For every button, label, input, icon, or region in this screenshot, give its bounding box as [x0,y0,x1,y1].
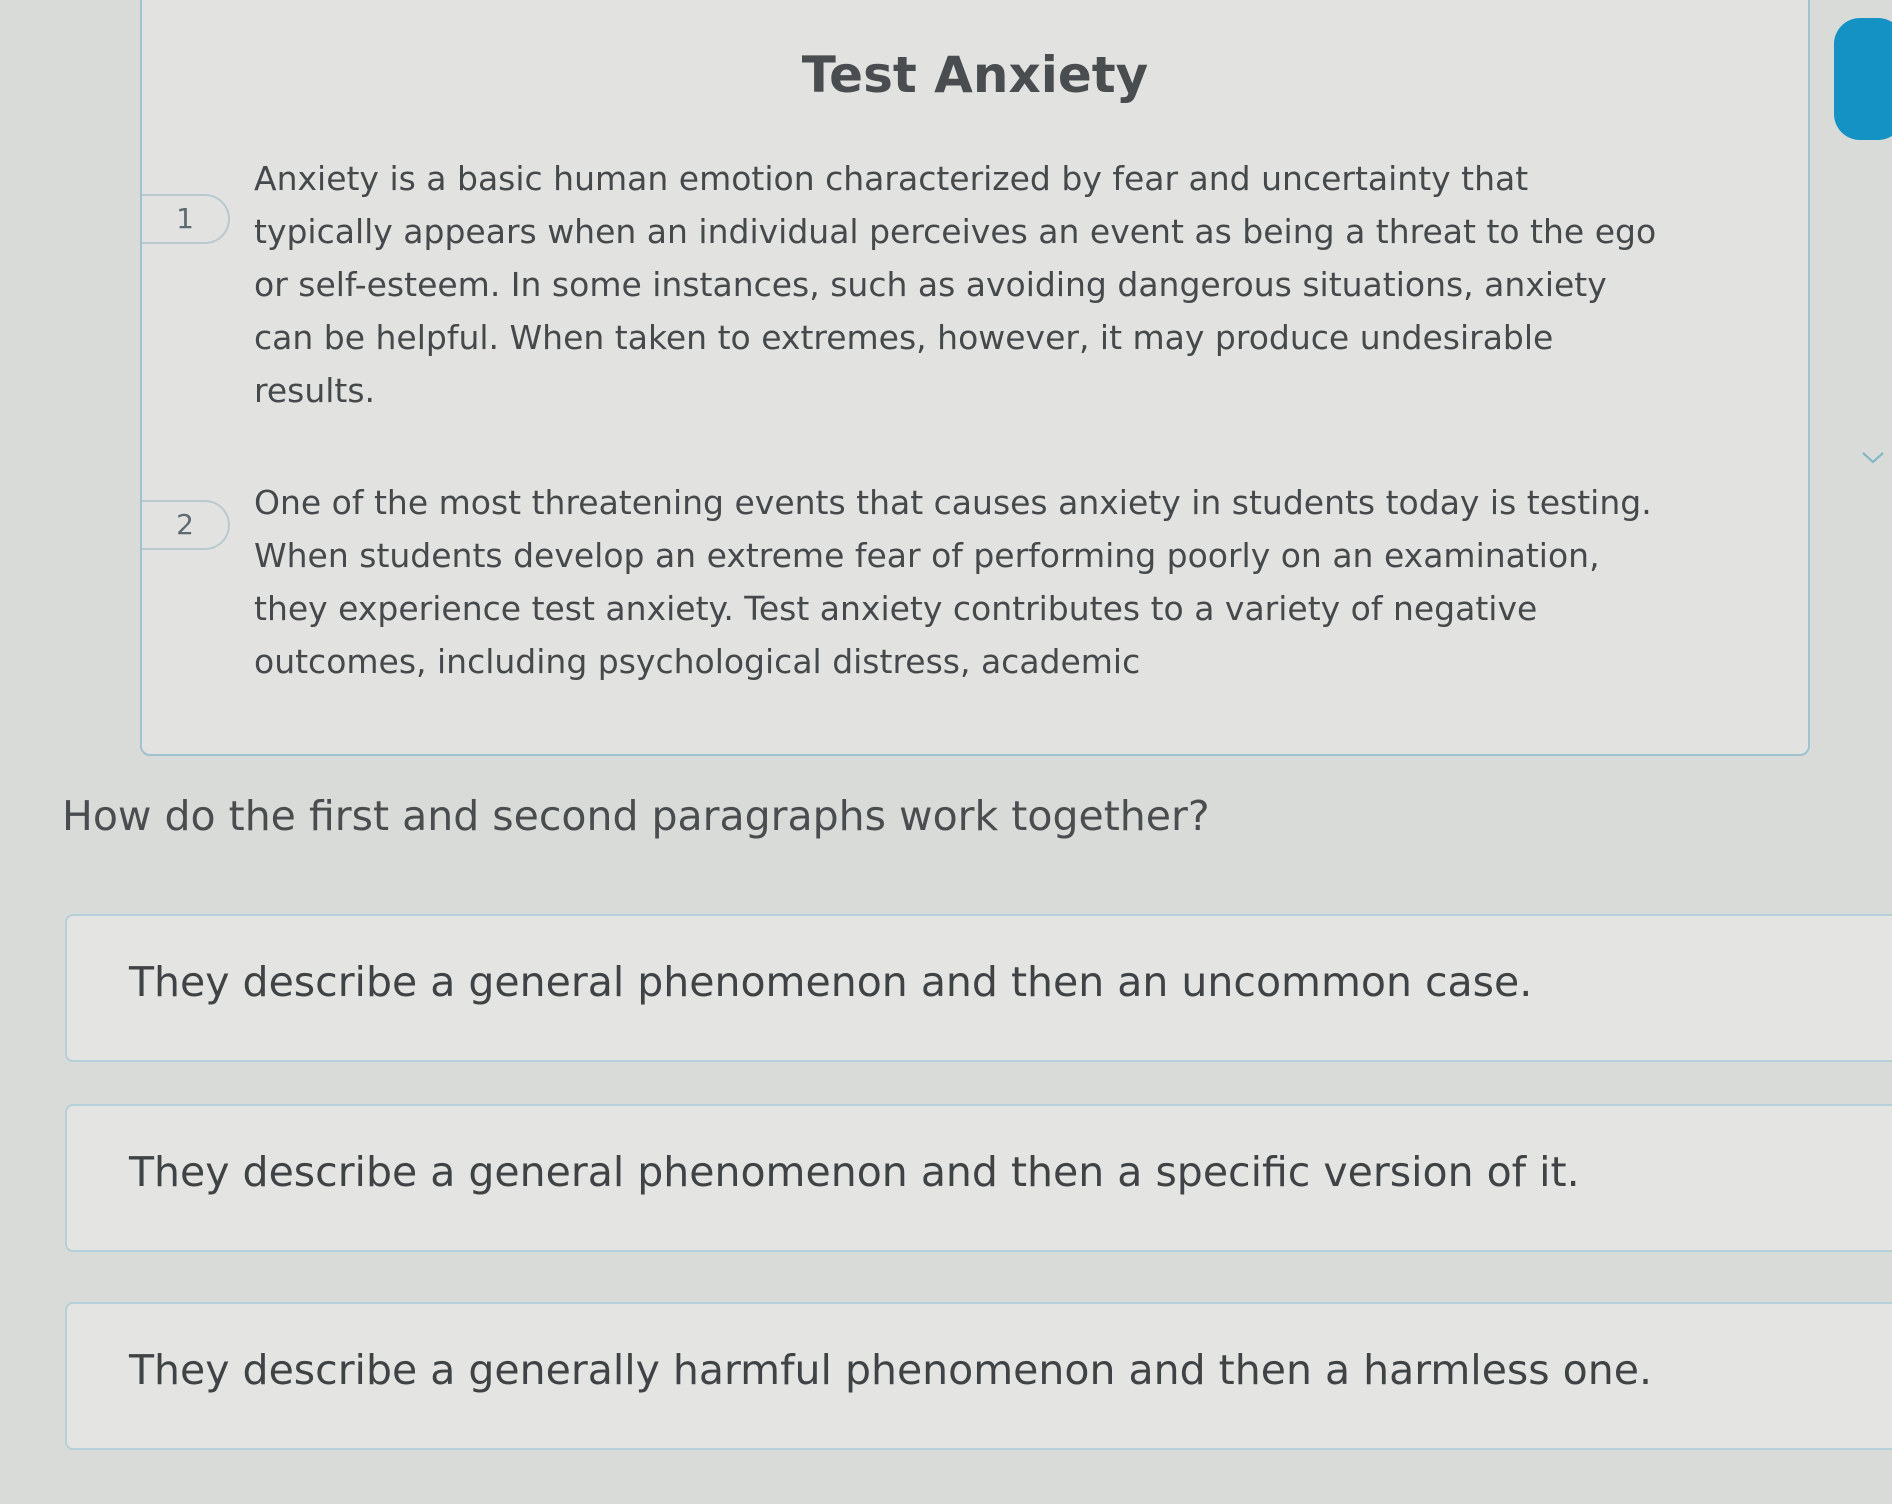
paragraph-1: Anxiety is a basic human emotion characterized by fear and uncertainty that typically appears when an individual perceives an event as being a threat to the ego or self-esteem. In some instances, such as avoiding dangerous situations, anxiety can be helpful. When taken to extremes, however, it may produce undesirable results. [254,159,1657,410]
answer-option-2[interactable] [65,1104,1892,1252]
answer-option-3[interactable] [65,1302,1892,1450]
answer-option-label: They describe a general phenomenon and then an uncommon case. [129,958,1533,1006]
paragraph-number-1: 1 [142,194,230,244]
scrollbar-thumb[interactable] [1834,18,1892,140]
paragraph-number-2: 2 [142,500,230,550]
question-text: How do the first and second paragraphs work together? [62,792,1210,840]
passage-panel[interactable] [140,0,1810,756]
answer-option-label: They describe a general phenomenon and then a specific version of it. [129,1148,1580,1196]
chevron-down-icon[interactable] [1862,452,1884,464]
answer-option-1[interactable] [65,914,1892,1062]
paragraph-2: One of the most threatening events that causes anxiety in students today is testing. When students develop an extreme fear of performing poorly on an examination, they experience test anxiety. Test anxiety contributes to a variety of negative outcomes, including psychological distress, academic [254,483,1652,681]
passage-title: Test Anxiety [801,46,1149,104]
answer-option-label: They describe a generally harmful phenomenon and then a harmless one. [129,1346,1653,1394]
